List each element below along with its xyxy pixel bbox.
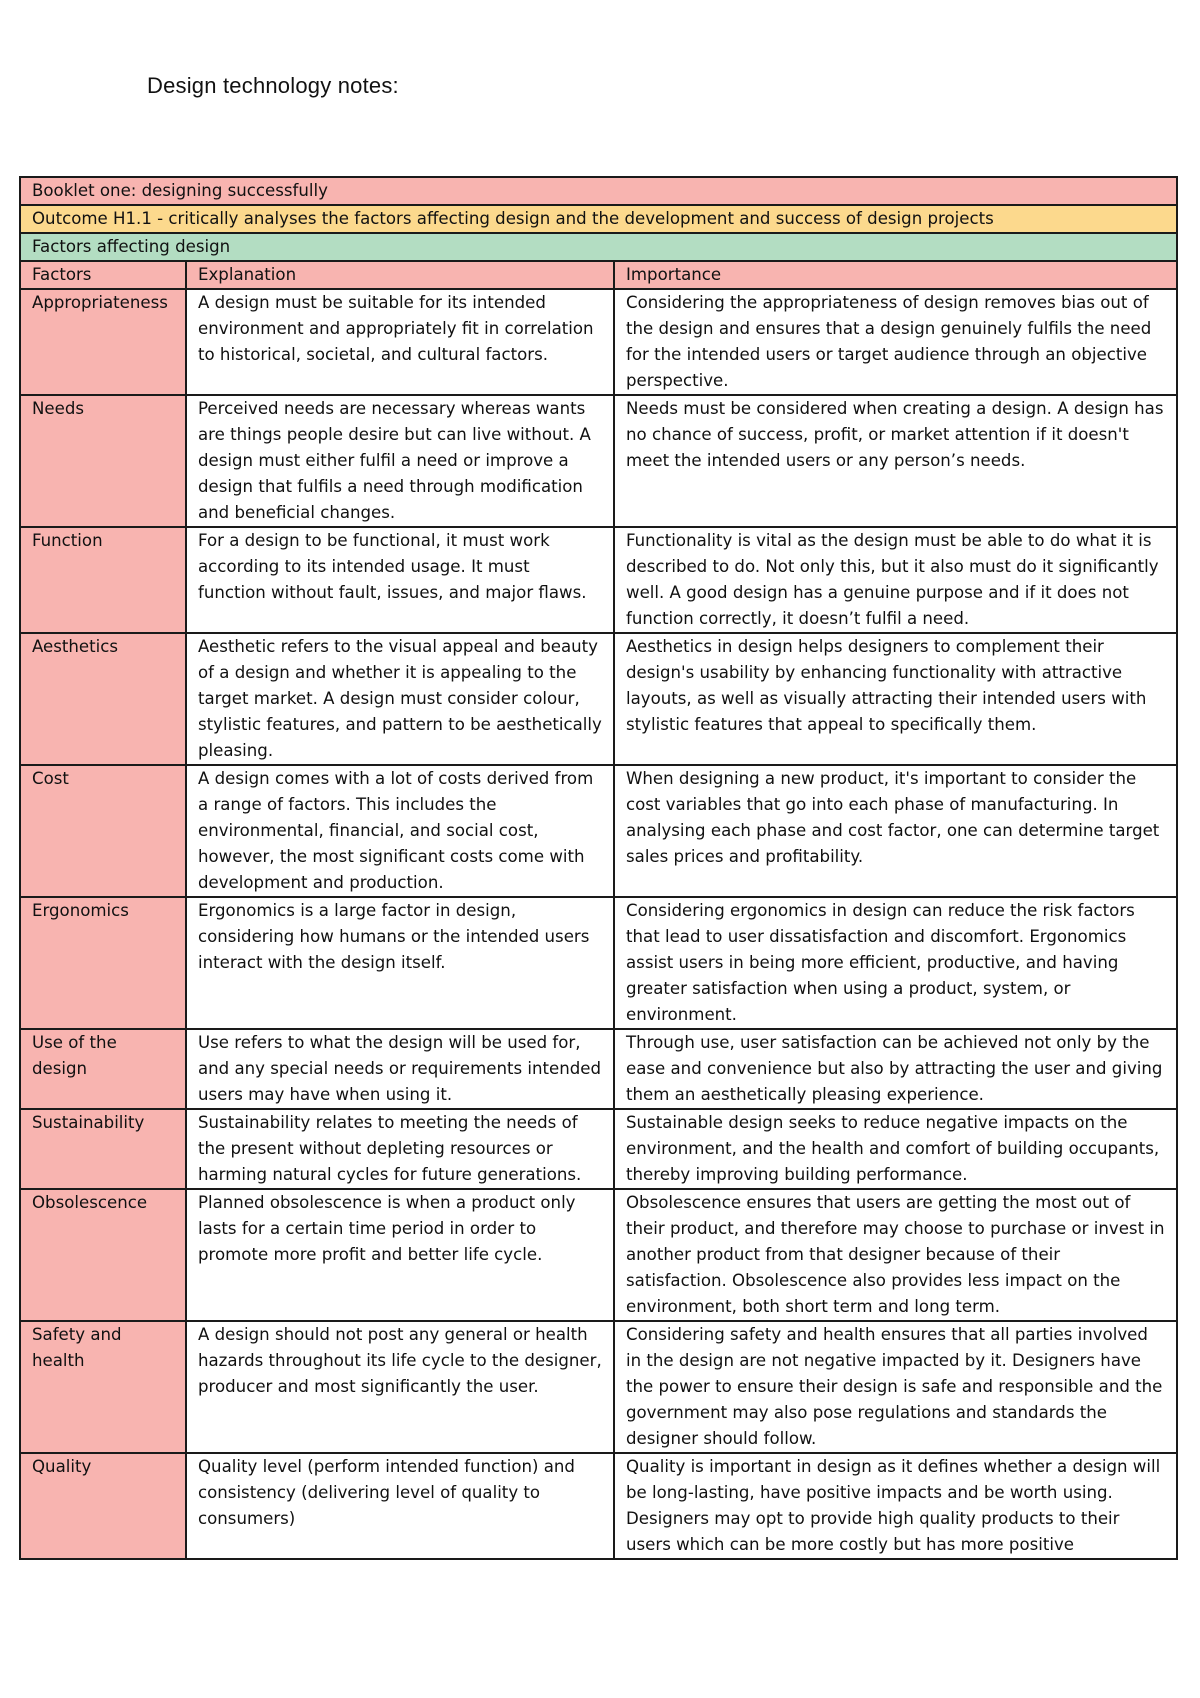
factor-cell: Function bbox=[20, 527, 186, 633]
importance-cell: Aesthetics in design helps designers to complement their design's usability by enhancing functionality with attractive layouts, as well as visually attracting their intended users with stylistic features that appeal to specifically them. bbox=[614, 633, 1177, 765]
explanation-cell: Quality level (perform intended function) and consistency (delivering level of quality to consumers) bbox=[186, 1453, 614, 1559]
explanation-cell: Use refers to what the design will be used for, and any special needs or requirements intended users may have when using it. bbox=[186, 1029, 614, 1109]
header-factors: Factors bbox=[20, 261, 186, 289]
factor-cell: Needs bbox=[20, 395, 186, 527]
explanation-cell: A design must be suitable for its intended environment and appropriately fit in correlation to historical, societal, and cultural factors. bbox=[186, 289, 614, 395]
table-row bbox=[20, 897, 1177, 1029]
explanation-cell: Planned obsolescence is when a product only lasts for a certain time period in order to promote more profit and better life cycle. bbox=[186, 1189, 614, 1321]
importance-cell: Quality is important in design as it defines whether a design will be long-lasting, have positive impacts and be worth using. Designers may opt to provide high quality products to their users which can be more costly but has more positive bbox=[614, 1453, 1177, 1559]
factor-cell: Safety and health bbox=[20, 1321, 186, 1453]
explanation-cell: A design should not post any general or health hazards throughout its life cycle to the designer, producer and most significantly the user. bbox=[186, 1321, 614, 1453]
explanation-cell: Perceived needs are necessary whereas wants are things people desire but can live without. A design must either fulfil a need or improve a design that fulfils a need through modification and beneficial changes. bbox=[186, 395, 614, 527]
importance-cell: Needs must be considered when creating a design. A design has no chance of success, profit, or market attention if it doesn't meet the intended users or any person’s needs. bbox=[614, 395, 1177, 527]
factor-cell: Appropriateness bbox=[20, 289, 186, 395]
outcome-heading: Outcome H1.1 - critically analyses the factors affecting design and the development and success of design projects bbox=[20, 205, 1177, 233]
header-row bbox=[20, 261, 1177, 289]
importance-cell: Through use, user satisfaction can be achieved not only by the ease and convenience but also by attracting the user and giving them an aesthetically pleasing experience. bbox=[614, 1029, 1177, 1109]
booklet-row bbox=[20, 177, 1177, 205]
factor-cell: Use of the design bbox=[20, 1029, 186, 1109]
importance-cell: Functionality is vital as the design must be able to do what it is described to do. Not only this, but it also must do it significantly well. A good design has a genuine purpose and if it does not function correctly, it doesn’t fulfil a need. bbox=[614, 527, 1177, 633]
explanation-cell: A design comes with a lot of costs derived from a range of factors. This includes the environmental, financial, and social cost, however, the most significant costs come with development and production. bbox=[186, 765, 614, 897]
booklet-heading: Booklet one: designing successfully bbox=[20, 177, 1177, 205]
factor-cell: Aesthetics bbox=[20, 633, 186, 765]
importance-cell: Considering ergonomics in design can reduce the risk factors that lead to user dissatisfaction and discomfort. Ergonomics assist users in being more efficient, productive, and having greater satisfaction when using a product, system, or environment. bbox=[614, 897, 1177, 1029]
section-heading: Factors affecting design bbox=[20, 233, 1177, 261]
factors-table bbox=[19, 176, 1178, 1560]
explanation-cell: Aesthetic refers to the visual appeal and beauty of a design and whether it is appealing to the target market. A design must consider colour, stylistic features, and pattern to be aesthetically pleasing. bbox=[186, 633, 614, 765]
header-importance: Importance bbox=[614, 261, 1177, 289]
factor-cell: Obsolescence bbox=[20, 1189, 186, 1321]
header-explanation: Explanation bbox=[186, 261, 614, 289]
page-title: Design technology notes: bbox=[147, 73, 399, 98]
table-row bbox=[20, 1109, 1177, 1189]
table-row bbox=[20, 765, 1177, 897]
factor-cell: Sustainability bbox=[20, 1109, 186, 1189]
explanation-cell: Ergonomics is a large factor in design, considering how humans or the intended users interact with the design itself. bbox=[186, 897, 614, 1029]
importance-cell: Considering safety and health ensures that all parties involved in the design are not negative impacted by it. Designers have the power to ensure their design is safe and responsible and the government may also pose regulations and standards the designer should follow. bbox=[614, 1321, 1177, 1453]
table-row bbox=[20, 633, 1177, 765]
importance-cell: Sustainable design seeks to reduce negative impacts on the environment, and the health and comfort of building occupants, thereby improving building performance. bbox=[614, 1109, 1177, 1189]
table-row bbox=[20, 395, 1177, 527]
table-row bbox=[20, 527, 1177, 633]
factor-cell: Quality bbox=[20, 1453, 186, 1559]
table-row bbox=[20, 1189, 1177, 1321]
section-row bbox=[20, 233, 1177, 261]
table-row bbox=[20, 1453, 1177, 1559]
importance-cell: When designing a new product, it's important to consider the cost variables that go into each phase of manufacturing. In analysing each phase and cost factor, one can determine target sales prices and profitability. bbox=[614, 765, 1177, 897]
outcome-row bbox=[20, 205, 1177, 233]
factor-cell: Ergonomics bbox=[20, 897, 186, 1029]
factor-cell: Cost bbox=[20, 765, 186, 897]
importance-cell: Obsolescence ensures that users are getting the most out of their product, and therefore may choose to purchase or invest in another product from that designer because of their satisfaction. Obsolescence also provides less impact on the environment, both short term and long term. bbox=[614, 1189, 1177, 1321]
table-row bbox=[20, 289, 1177, 395]
table-row bbox=[20, 1029, 1177, 1109]
explanation-cell: Sustainability relates to meeting the needs of the present without depleting resources or harming natural cycles for future generations. bbox=[186, 1109, 614, 1189]
importance-cell: Considering the appropriateness of design removes bias out of the design and ensures that a design genuinely fulfils the need for the intended users or target audience through an objective perspective. bbox=[614, 289, 1177, 395]
explanation-cell: For a design to be functional, it must work according to its intended usage. It must function without fault, issues, and major flaws. bbox=[186, 527, 614, 633]
table-row bbox=[20, 1321, 1177, 1453]
